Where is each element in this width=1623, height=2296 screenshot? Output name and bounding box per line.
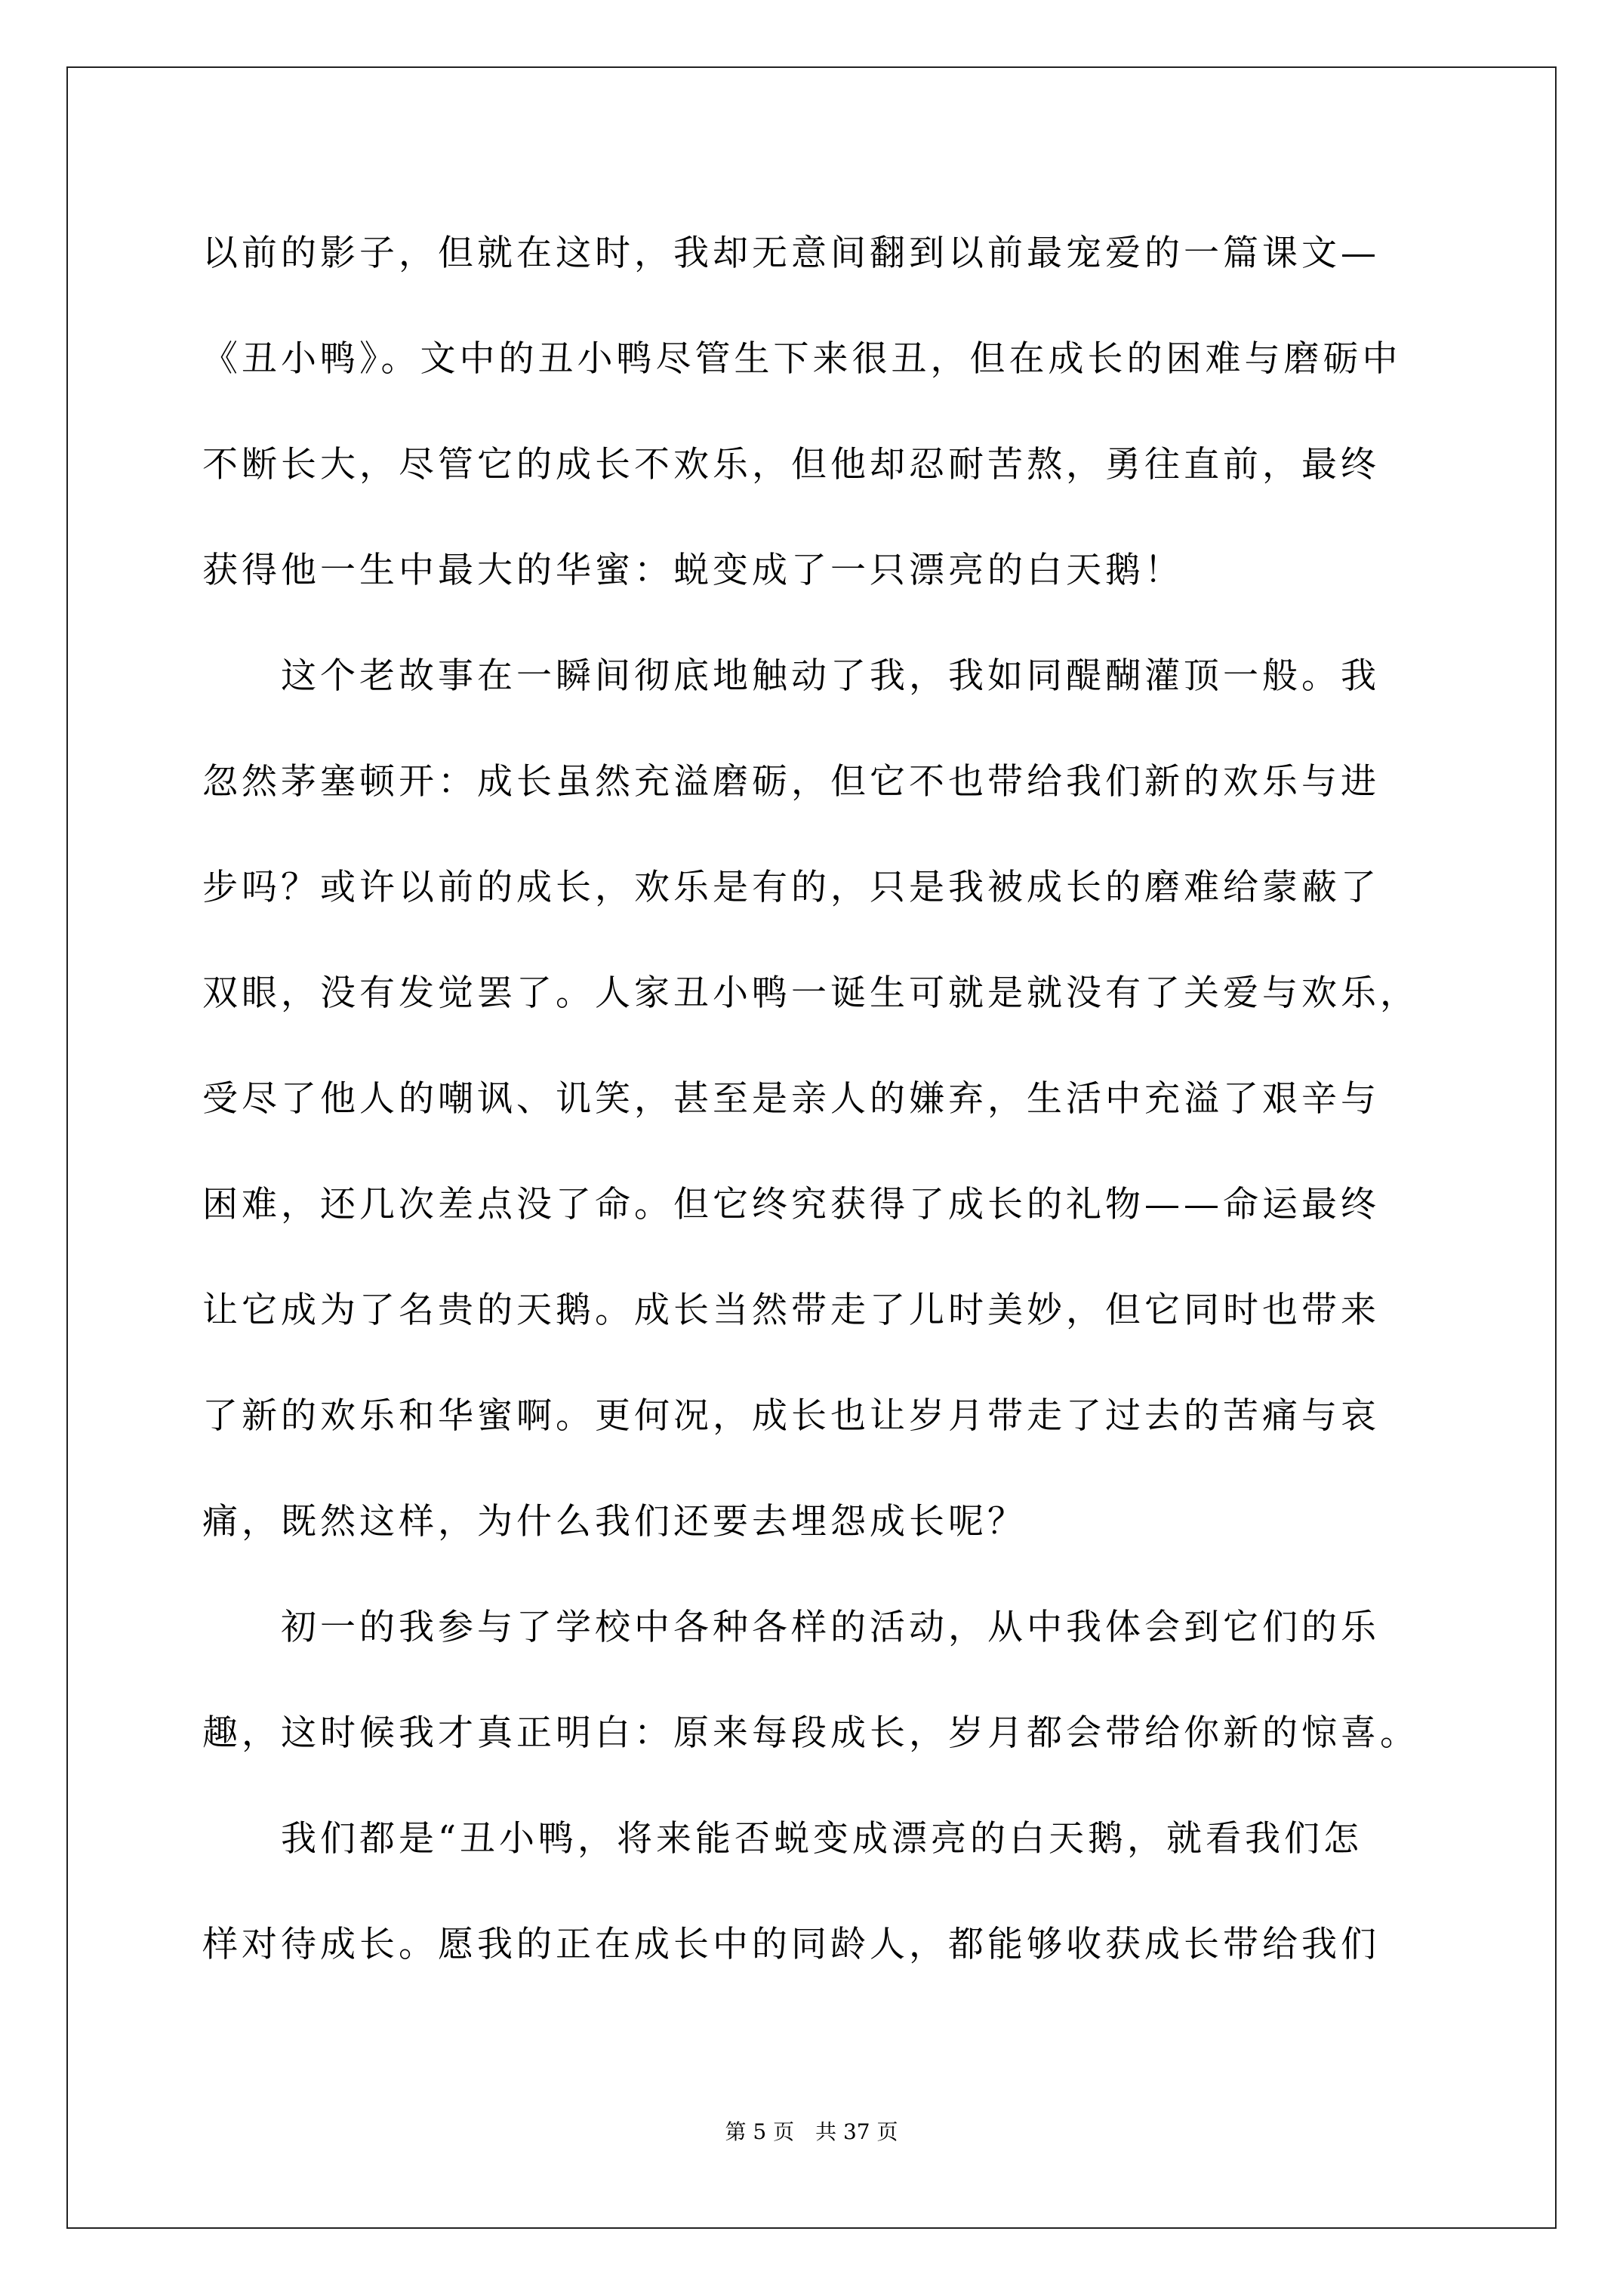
page-number-footer: 第 5 页 共 37 页 [725,2119,898,2144]
text-line: 以前的影子，但就在这时，我却无意间翻到以前最宠爱的一篇课文— [202,233,1380,274]
text-line: 样对待成长。愿我的正在成长中的同龄人，都能够收获成长带给我们 [202,1924,1380,1965]
text-line: 不断长大，尽管它的成长不欢乐，但他却忍耐苦熬，勇往直前，最终 [202,444,1380,485]
text-line: 困难，还几次差点没了命。但它终究获得了成长的礼物——命运最终 [202,1184,1380,1225]
document-body [202,201,1433,1998]
text-line: 忽然茅塞顿开：成长虽然充溢磨砺，但它不也带给我们新的欢乐与进 [202,761,1380,803]
text-line: 获得他一生中最大的华蜜：蜕变成了一只漂亮的白天鹅！ [202,550,1184,591]
text-line: 《丑小鸭》。文中的丑小鸭尽管生下来很丑，但在成长的困难与磨砺中 [202,338,1402,380]
text-line: 了新的欢乐和华蜜啊。更何况，成长也让岁月带走了过去的苦痛与哀 [202,1395,1380,1437]
text-line: 步吗？或许以前的成长，欢乐是有的，只是我被成长的磨难给蒙蔽了 [202,867,1380,908]
text-line: 我们都是“丑小鸭，将来能否蜕变成漂亮的白天鹅，就看我们怎 [202,1818,1363,1860]
text-line: 趣，这时候我才真正明白：原来每段成长，岁月都会带给你新的惊喜。 [202,1712,1419,1754]
text-line: 受尽了他人的嘲讽、讥笑，甚至是亲人的嫌弃，生活中充溢了艰辛与 [202,1078,1380,1120]
text-line: 痛，既然这样，为什么我们还要去埋怨成长呢？ [202,1501,1027,1542]
text-line: 初一的我参与了学校中各种各样的活动，从中我体会到它们的乐 [202,1607,1380,1648]
text-line: 让它成为了名贵的天鹅。成长当然带走了儿时美妙，但它同时也带来 [202,1290,1380,1331]
text-line: 这个老故事在一瞬间彻底地触动了我，我如同醍醐灌顶一般。我 [202,655,1380,697]
text-line: 双眼，没有发觉罢了。人家丑小鸭一诞生可就是就没有了关爱与欢乐， [202,972,1419,1014]
